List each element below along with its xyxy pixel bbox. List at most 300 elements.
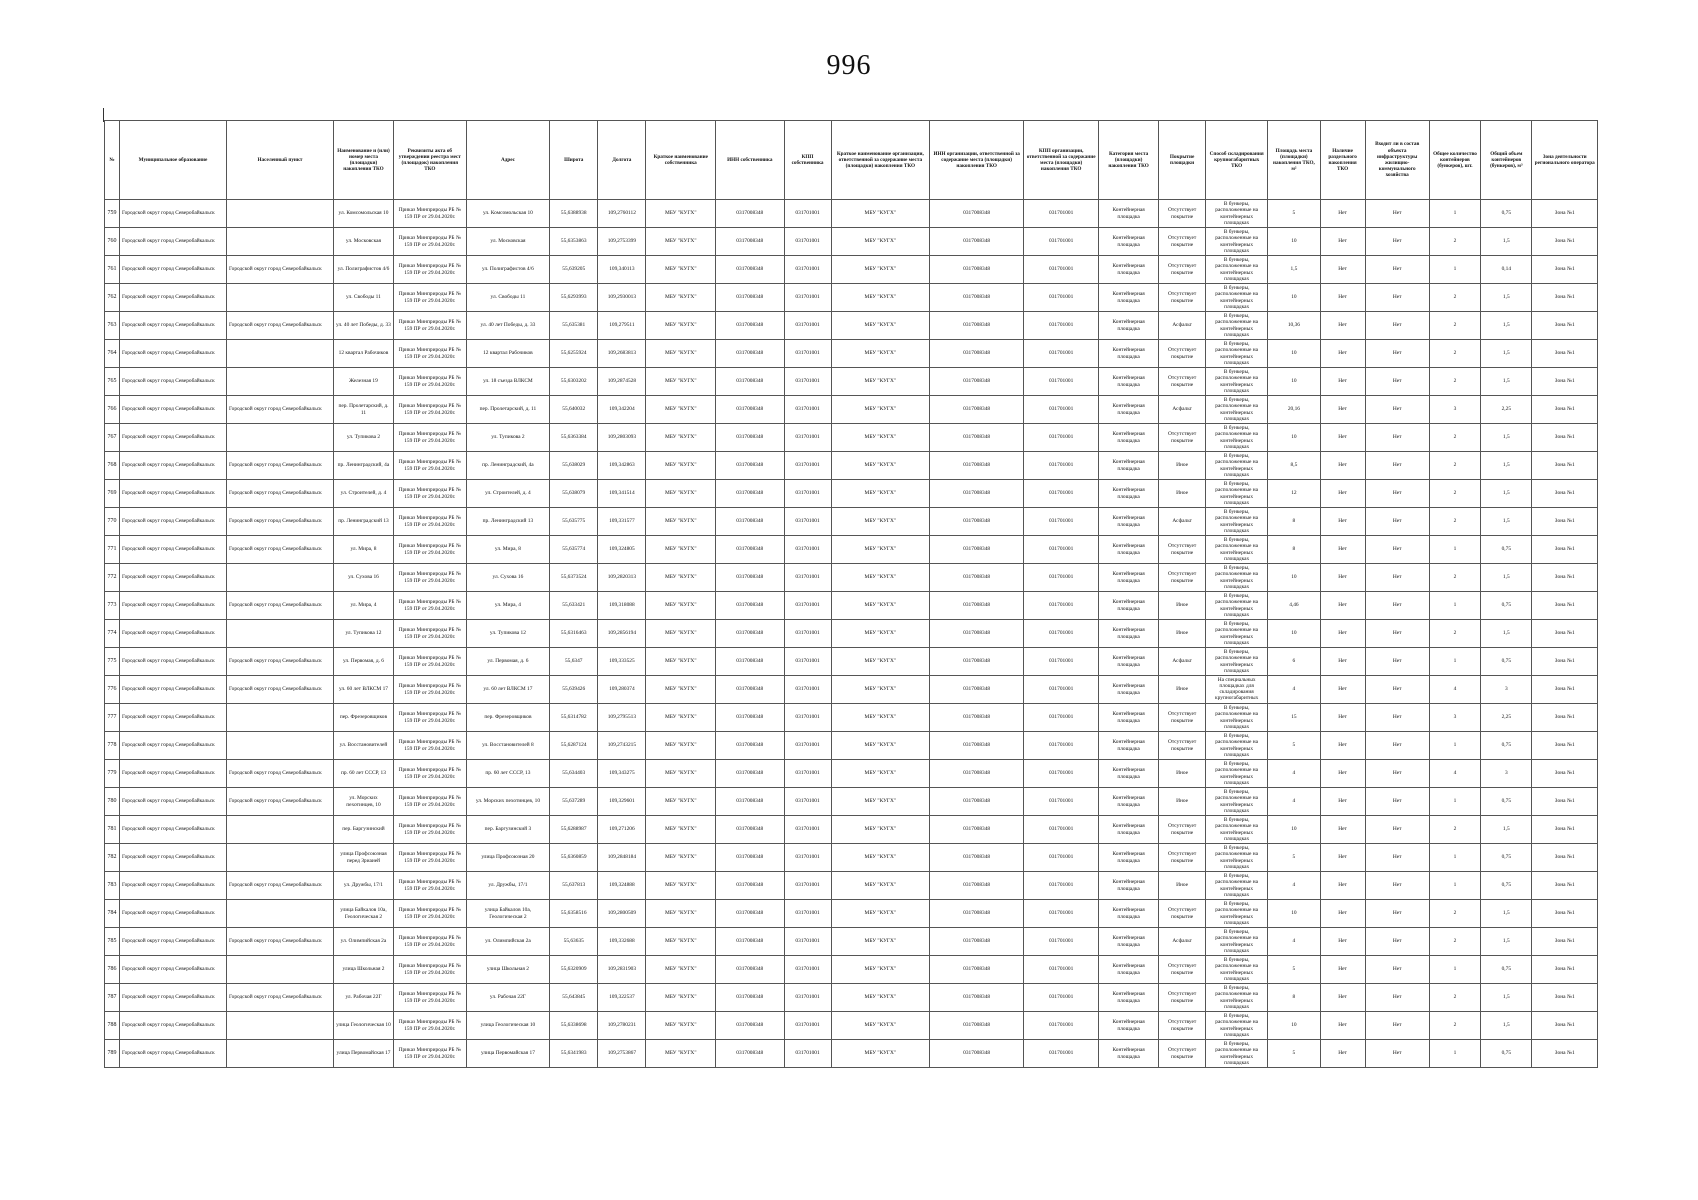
cell-text: В бункеры, расположенные на контейнерных площадках bbox=[1215, 760, 1258, 786]
table-row bbox=[105, 620, 1598, 648]
cell-text: 031701001 bbox=[1049, 686, 1074, 693]
cell-text: ул. Мира, 4 bbox=[350, 602, 377, 609]
cell-text: 776 bbox=[107, 686, 117, 693]
cell-text: Нет bbox=[1338, 294, 1347, 301]
table-cell bbox=[1099, 648, 1159, 676]
cell-text: ул. Олимпийская 2а bbox=[340, 938, 387, 945]
table-cell bbox=[716, 900, 784, 928]
table-cell bbox=[105, 312, 120, 340]
table-row bbox=[105, 1012, 1598, 1040]
cell-text: 031701001 bbox=[1049, 238, 1074, 245]
table-cell bbox=[550, 284, 598, 312]
table-cell bbox=[466, 536, 549, 564]
table-row bbox=[105, 1040, 1598, 1068]
cell-text: 0317008348 bbox=[736, 714, 764, 721]
cell-text: 768 bbox=[107, 462, 117, 469]
table-cell bbox=[105, 760, 120, 788]
table-cell bbox=[1268, 312, 1320, 340]
cell-text: Зона №1 bbox=[1554, 742, 1575, 749]
table-cell bbox=[466, 508, 549, 536]
cell-text: Приказ Минприроды РБ № 159 ПР от 29.04.2020г. bbox=[398, 879, 462, 892]
table-row bbox=[105, 844, 1598, 872]
table-cell bbox=[930, 1012, 1024, 1040]
cell-text: МБУ "КУГХ" bbox=[664, 714, 697, 721]
cell-text: Нет bbox=[1392, 266, 1402, 273]
table-cell bbox=[1532, 452, 1598, 480]
cell-text: В бункеры, расположенные на контейнерных площадках bbox=[1215, 900, 1258, 926]
table-cell bbox=[1429, 368, 1480, 396]
table-cell bbox=[1365, 200, 1429, 228]
cell-text: 5 bbox=[1292, 966, 1296, 973]
cell-text: 0317008348 bbox=[736, 798, 764, 805]
table-cell bbox=[1159, 872, 1206, 900]
table-cell bbox=[930, 956, 1024, 984]
cell-text: МБУ "КУГХ" bbox=[864, 854, 897, 861]
cell-text: Приказ Минприроды РБ № 159 ПР от 29.04.2020г. bbox=[398, 347, 462, 360]
table-row bbox=[105, 816, 1598, 844]
table-cell bbox=[831, 956, 929, 984]
table-cell bbox=[1206, 480, 1268, 508]
cell-text: 1,5 bbox=[1502, 630, 1510, 637]
table-cell bbox=[550, 648, 598, 676]
cell-text: МБУ "КУГХ" bbox=[664, 574, 697, 581]
cell-text: Контейнерная площадка bbox=[1112, 263, 1145, 276]
cell-text: Контейнерная площадка bbox=[1112, 991, 1145, 1004]
cell-text: Приказ Минприроды РБ № 159 ПР от 29.04.2020г. bbox=[398, 627, 462, 640]
table-cell bbox=[1481, 1012, 1532, 1040]
cell-text: 779 bbox=[107, 770, 117, 777]
cell-text: 109,341514 bbox=[609, 490, 635, 497]
cell-text: Отсутствует покрытие bbox=[1167, 207, 1197, 220]
cell-text: 772 bbox=[107, 574, 117, 581]
table-cell bbox=[1320, 564, 1365, 592]
table-cell bbox=[226, 760, 333, 788]
cell-text: 1 bbox=[1453, 798, 1457, 805]
cell-text: МБУ "КУГХ" bbox=[864, 294, 897, 301]
table-cell bbox=[550, 760, 598, 788]
cell-text: 55,635775 bbox=[562, 518, 586, 525]
cell-text: Отсутствует покрытие bbox=[1167, 963, 1197, 976]
table-cell bbox=[1532, 424, 1598, 452]
table-cell bbox=[1268, 256, 1320, 284]
table-cell bbox=[1481, 760, 1532, 788]
table-cell bbox=[646, 256, 716, 284]
table-cell bbox=[1159, 676, 1206, 704]
cell-text: 780 bbox=[107, 798, 117, 805]
cell-text: 0317008348 bbox=[963, 1050, 991, 1057]
table-cell bbox=[1532, 368, 1598, 396]
table-cell bbox=[784, 956, 831, 984]
waste-sites-registry-table bbox=[104, 120, 1598, 1068]
cell-text: 55,6360859 bbox=[560, 854, 587, 861]
table-cell bbox=[1206, 956, 1268, 984]
table-cell bbox=[105, 480, 120, 508]
table-cell bbox=[393, 508, 466, 536]
table-cell bbox=[334, 312, 394, 340]
table-cell bbox=[1320, 704, 1365, 732]
cell-text: ул. 40 лет Победы, д. 33 bbox=[336, 322, 391, 329]
table-body bbox=[105, 200, 1598, 1068]
table-cell bbox=[226, 984, 333, 1012]
cell-text: 762 bbox=[107, 294, 117, 301]
cell-text: Зона №1 bbox=[1554, 658, 1575, 665]
cell-text: ул. Полиграфистов 4/6 bbox=[337, 266, 390, 273]
cell-text: ул. Строителей, д. 4 bbox=[340, 490, 387, 497]
table-cell bbox=[1268, 200, 1320, 228]
cell-text: 0317008348 bbox=[963, 994, 991, 1001]
cell-text: 55,638029 bbox=[562, 462, 586, 469]
cell-text: ул. Свободы 11 bbox=[490, 294, 526, 301]
cell-text: 3 bbox=[1453, 714, 1457, 721]
table-cell bbox=[226, 620, 333, 648]
cell-text: Городской округ город Северобайкальск bbox=[121, 406, 215, 413]
cell-text: Зона №1 bbox=[1554, 854, 1575, 861]
cell-text: Отсутствует покрытие bbox=[1167, 375, 1197, 388]
table-cell bbox=[598, 900, 646, 928]
cell-text: 4 bbox=[1292, 798, 1296, 805]
table-cell bbox=[646, 508, 716, 536]
table-row bbox=[105, 508, 1598, 536]
table-cell bbox=[550, 788, 598, 816]
table-cell bbox=[550, 536, 598, 564]
cell-text: 2,25 bbox=[1501, 714, 1512, 721]
cell-text: ул. Мира, 4 bbox=[494, 602, 521, 609]
table-cell bbox=[1532, 564, 1598, 592]
cell-text: 109,343275 bbox=[609, 770, 635, 777]
table-cell bbox=[1206, 844, 1268, 872]
cell-text: 031701001 bbox=[1049, 322, 1074, 329]
table-cell bbox=[716, 816, 784, 844]
cell-text: пр. Ленинградский, 4а bbox=[482, 462, 534, 469]
table-cell bbox=[930, 1040, 1024, 1068]
table-cell bbox=[466, 1012, 549, 1040]
cell-text: Городской округ город Северобайкальск bbox=[121, 630, 215, 637]
table-cell bbox=[1159, 452, 1206, 480]
table-cell bbox=[1532, 508, 1598, 536]
table-cell bbox=[1532, 928, 1598, 956]
cell-text: 109,2795513 bbox=[607, 714, 637, 721]
table-cell bbox=[1365, 424, 1429, 452]
cell-text: Контейнерная площадка bbox=[1112, 795, 1145, 808]
cell-text: Иное bbox=[1176, 798, 1189, 805]
table-cell bbox=[550, 620, 598, 648]
table-cell bbox=[226, 844, 333, 872]
table-cell bbox=[466, 200, 549, 228]
cell-text: В бункеры, расположенные на контейнерных площадках bbox=[1215, 704, 1258, 730]
cell-text: 109,279511 bbox=[609, 322, 635, 329]
table-cell bbox=[646, 396, 716, 424]
table-cell bbox=[550, 844, 598, 872]
cell-text: 031701001 bbox=[1049, 462, 1074, 469]
table-cell bbox=[646, 1040, 716, 1068]
cell-text: 6 bbox=[1292, 658, 1296, 665]
cell-text: пр. Ленинградский 13 bbox=[338, 518, 389, 525]
table-cell bbox=[930, 676, 1024, 704]
cell-text: Нет bbox=[1338, 546, 1347, 553]
table-cell bbox=[1532, 900, 1598, 928]
cell-text: 0317008348 bbox=[963, 826, 991, 833]
table-cell bbox=[1024, 1012, 1099, 1040]
cell-text: 2 bbox=[1453, 1022, 1457, 1029]
table-cell bbox=[105, 536, 120, 564]
cell-text: МБУ "КУГХ" bbox=[864, 406, 897, 413]
table-cell bbox=[1429, 900, 1480, 928]
column-header: Долгота bbox=[598, 121, 646, 200]
cell-text: Контейнерная площадка bbox=[1112, 431, 1145, 444]
cell-text: МБУ "КУГХ" bbox=[664, 658, 697, 665]
cell-text: 031701001 bbox=[1049, 966, 1074, 973]
cell-text: 1,5 bbox=[1502, 434, 1510, 441]
table-cell bbox=[930, 340, 1024, 368]
cell-text: Городской округ город Северобайкальск bbox=[121, 938, 215, 945]
cell-text: улица Школьная 2 bbox=[486, 966, 529, 973]
table-cell bbox=[226, 1012, 333, 1040]
table-cell bbox=[1159, 396, 1206, 424]
table-cell bbox=[716, 312, 784, 340]
table-cell bbox=[930, 256, 1024, 284]
table-cell bbox=[716, 1012, 784, 1040]
table-cell bbox=[1481, 564, 1532, 592]
table-cell bbox=[831, 312, 929, 340]
cell-text: 20,16 bbox=[1287, 406, 1300, 413]
table-cell bbox=[598, 732, 646, 760]
cell-text: Городской округ город Северобайкальск bbox=[121, 294, 215, 301]
table-cell bbox=[393, 284, 466, 312]
table-cell bbox=[1365, 816, 1429, 844]
table-cell bbox=[1532, 676, 1598, 704]
cell-text: 031701001 bbox=[1049, 406, 1074, 413]
table-cell bbox=[119, 424, 226, 452]
table-cell bbox=[226, 284, 333, 312]
cell-text: Асфальт bbox=[1172, 938, 1192, 945]
cell-text: 1,5 bbox=[1502, 378, 1510, 385]
cell-text: Нет bbox=[1338, 1022, 1347, 1029]
cell-text: Зона №1 bbox=[1554, 686, 1575, 693]
table-cell bbox=[1268, 1012, 1320, 1040]
cell-text: МБУ "КУГХ" bbox=[864, 490, 897, 497]
cell-text: 0317008348 bbox=[736, 238, 764, 245]
cell-text: 109,324888 bbox=[609, 882, 635, 889]
table-cell bbox=[1320, 452, 1365, 480]
cell-text: Городской округ город Северобайкальск bbox=[121, 1022, 215, 1029]
table-cell bbox=[334, 256, 394, 284]
cell-text: 031701001 bbox=[795, 294, 820, 301]
cell-text: Городской округ город Северобайкальск bbox=[228, 406, 322, 413]
cell-text: 0317008348 bbox=[963, 854, 991, 861]
cell-text: 109,2743215 bbox=[607, 742, 637, 749]
cell-text: 109,2856194 bbox=[607, 630, 637, 637]
table-cell bbox=[550, 200, 598, 228]
cell-text: 55,637813 bbox=[562, 882, 586, 889]
table-cell bbox=[1024, 480, 1099, 508]
table-cell bbox=[1024, 508, 1099, 536]
cell-text: Приказ Минприроды РБ № 159 ПР от 29.04.2020г. bbox=[398, 599, 462, 612]
table-cell bbox=[550, 956, 598, 984]
table-cell bbox=[1320, 844, 1365, 872]
cell-text: Нет bbox=[1392, 294, 1402, 301]
cell-text: 10 bbox=[1291, 434, 1297, 441]
cell-text: 12 bbox=[1291, 490, 1297, 497]
table-cell bbox=[466, 284, 549, 312]
table-cell bbox=[1099, 508, 1159, 536]
cell-text: Зона №1 bbox=[1554, 826, 1575, 833]
cell-text: 782 bbox=[107, 854, 117, 861]
table-cell bbox=[1429, 536, 1480, 564]
table-cell bbox=[831, 200, 929, 228]
table-cell bbox=[1024, 620, 1099, 648]
cell-text: 031701001 bbox=[1049, 378, 1074, 385]
cell-text: 12 квартал Рабочиков bbox=[483, 350, 533, 357]
table-cell bbox=[1532, 284, 1598, 312]
cell-text: Нет bbox=[1338, 406, 1347, 413]
cell-text: В бункеры, расположенные на контейнерных площадках bbox=[1215, 564, 1258, 590]
cell-text: МБУ "КУГХ" bbox=[664, 266, 697, 273]
table-cell bbox=[119, 788, 226, 816]
cell-text: Приказ Минприроды РБ № 159 ПР от 29.04.2020г. bbox=[398, 823, 462, 836]
table-cell bbox=[105, 676, 120, 704]
cell-text: МБУ "КУГХ" bbox=[864, 742, 897, 749]
table-cell bbox=[831, 872, 929, 900]
table-cell bbox=[1206, 928, 1268, 956]
table-cell bbox=[1429, 984, 1480, 1012]
cell-text: ул. Сухова 16 bbox=[348, 574, 379, 581]
cell-text: 1,5 bbox=[1502, 490, 1510, 497]
cell-text: 55,643845 bbox=[562, 994, 586, 1001]
table-cell bbox=[1481, 732, 1532, 760]
table-cell bbox=[119, 900, 226, 928]
table-cell bbox=[716, 956, 784, 984]
table-cell bbox=[393, 900, 466, 928]
table-cell bbox=[784, 256, 831, 284]
cell-text: Отсутствует покрытие bbox=[1167, 711, 1197, 724]
table-cell bbox=[119, 536, 226, 564]
cell-text: МБУ "КУГХ" bbox=[664, 686, 697, 693]
cell-text: В бункеры, расположенные на контейнерных площадках bbox=[1215, 1040, 1258, 1066]
cell-text: 031701001 bbox=[795, 798, 820, 805]
table-cell bbox=[1481, 284, 1532, 312]
table-row bbox=[105, 312, 1598, 340]
table-cell bbox=[1320, 480, 1365, 508]
table-cell bbox=[119, 256, 226, 284]
table-cell bbox=[646, 760, 716, 788]
table-cell bbox=[1365, 564, 1429, 592]
table-cell bbox=[119, 592, 226, 620]
table-cell bbox=[598, 760, 646, 788]
table-cell bbox=[831, 452, 929, 480]
table-cell bbox=[550, 676, 598, 704]
table-cell bbox=[1206, 536, 1268, 564]
table-cell bbox=[1532, 872, 1598, 900]
cell-text: 031701001 bbox=[1049, 882, 1074, 889]
cell-text: 0317008348 bbox=[963, 770, 991, 777]
cell-text: МБУ "КУГХ" bbox=[664, 294, 697, 301]
table-cell bbox=[646, 1012, 716, 1040]
cell-text: ул. Морских пехотинцев, 10 bbox=[475, 798, 541, 805]
cell-text: 0317008348 bbox=[736, 966, 764, 973]
table-cell bbox=[1365, 872, 1429, 900]
cell-text: МБУ "КУГХ" bbox=[864, 462, 897, 469]
table-cell bbox=[598, 676, 646, 704]
table-cell bbox=[1206, 872, 1268, 900]
table-cell bbox=[393, 256, 466, 284]
table-cell bbox=[1024, 648, 1099, 676]
cell-text: 0,14 bbox=[1501, 266, 1512, 273]
table-cell bbox=[466, 704, 549, 732]
cell-text: 2 bbox=[1453, 462, 1457, 469]
cell-text: Контейнерная площадка bbox=[1112, 851, 1145, 864]
table-cell bbox=[716, 872, 784, 900]
cell-text: Отсутствует покрытие bbox=[1167, 739, 1197, 752]
table-cell bbox=[1099, 452, 1159, 480]
table-cell bbox=[1320, 536, 1365, 564]
table-cell bbox=[1320, 200, 1365, 228]
table-cell bbox=[1099, 284, 1159, 312]
cell-text: Городской округ город Северобайкальск bbox=[228, 462, 322, 469]
cell-text: 4 bbox=[1292, 686, 1296, 693]
table-cell bbox=[226, 312, 333, 340]
cell-text: 55,6358516 bbox=[560, 910, 587, 917]
cell-text: Приказ Минприроды РБ № 159 ПР от 29.04.2020г. bbox=[398, 515, 462, 528]
cell-text: 109,271206 bbox=[609, 826, 635, 833]
table-cell bbox=[226, 396, 333, 424]
table-cell bbox=[1481, 928, 1532, 956]
table-cell bbox=[1429, 508, 1480, 536]
cell-text: 766 bbox=[107, 406, 117, 413]
table-cell bbox=[105, 816, 120, 844]
table-cell bbox=[1481, 424, 1532, 452]
table-cell bbox=[784, 200, 831, 228]
cell-text: 0,75 bbox=[1501, 658, 1512, 665]
table-cell bbox=[1159, 200, 1206, 228]
cell-text: 763 bbox=[107, 322, 117, 329]
cell-text: 031701001 bbox=[795, 350, 820, 357]
cell-text: МБУ "КУГХ" bbox=[864, 518, 897, 525]
table-cell bbox=[226, 704, 333, 732]
table-cell bbox=[930, 368, 1024, 396]
cell-text: 0317008348 bbox=[736, 910, 764, 917]
table-cell bbox=[119, 620, 226, 648]
table-cell bbox=[393, 396, 466, 424]
cell-text: 109,2803093 bbox=[607, 434, 637, 441]
cell-text: Контейнерная площадка bbox=[1112, 207, 1145, 220]
table-cell bbox=[1532, 844, 1598, 872]
cell-text: Городской округ город Северобайкальск bbox=[228, 798, 322, 805]
table-cell bbox=[1320, 312, 1365, 340]
table-cell bbox=[716, 648, 784, 676]
table-cell bbox=[930, 284, 1024, 312]
table-cell bbox=[598, 956, 646, 984]
cell-text: Нет bbox=[1338, 378, 1347, 385]
cell-text: Нет bbox=[1392, 406, 1402, 413]
table-cell bbox=[646, 928, 716, 956]
cell-text: 55,6353863 bbox=[560, 238, 587, 245]
cell-text: 0317008348 bbox=[963, 546, 991, 553]
cell-text: 55,637289 bbox=[562, 798, 586, 805]
table-cell bbox=[1159, 508, 1206, 536]
table-cell bbox=[784, 844, 831, 872]
table-cell bbox=[1268, 648, 1320, 676]
column-header: Покрытие площадки bbox=[1159, 121, 1206, 200]
table-cell bbox=[1206, 312, 1268, 340]
cell-text: 0317008348 bbox=[736, 490, 764, 497]
cell-text: Нет bbox=[1392, 938, 1402, 945]
cell-text: 55,6287124 bbox=[560, 742, 587, 749]
table-cell bbox=[1320, 760, 1365, 788]
table-cell bbox=[1429, 956, 1480, 984]
cell-text: 759 bbox=[107, 210, 117, 217]
cell-text: 1,5 bbox=[1502, 1022, 1510, 1029]
table-cell bbox=[784, 788, 831, 816]
